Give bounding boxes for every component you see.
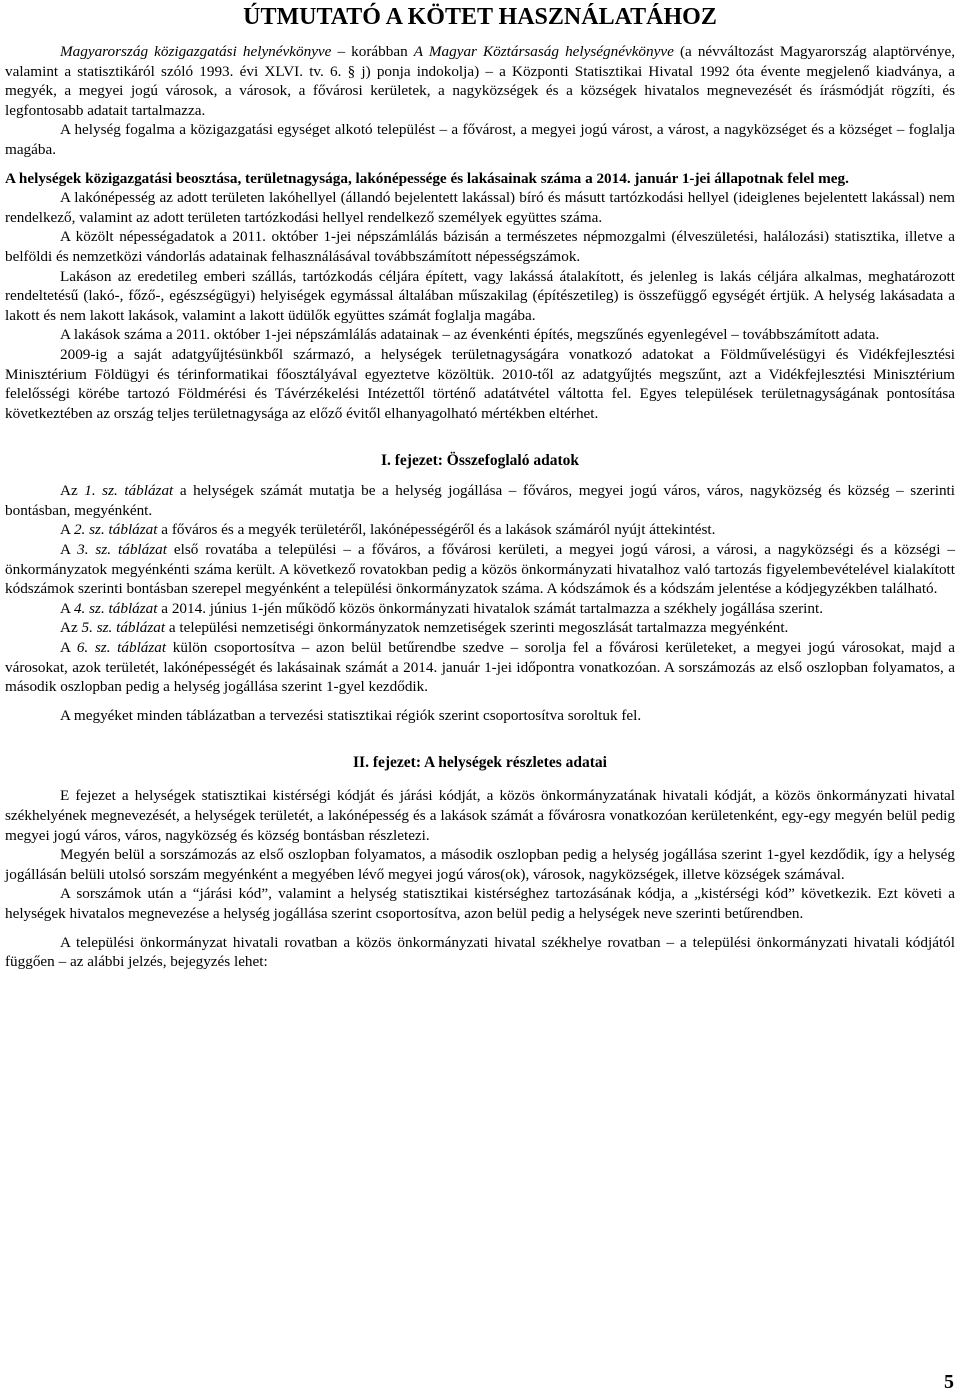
- former-publication-title: A Magyar Köztársaság helységnévkönyve: [413, 43, 674, 60]
- municipal-office-paragraph: A települési önkormányzat hivatali rovatban a közös önkormányzati hivatal székhelye rovatban – a települési önkormányzati hivatali kódjától függően – az alábbi jelzés, bejegyzés lehet:: [5, 933, 955, 971]
- table-2-reference: 2. sz. táblázat: [73, 521, 158, 539]
- area-data-paragraph: 2009-ig a saját adatgyűjtésünkből származó, a helységek területnagyságára vonatkozó adatokat a Földművelésügyi és Vidékfejlesztési Minisztérium Földügyi és térinformatikai főosztályával egyeztetve közöltük. 2010-től az adatgyűjtés megszűnt, azt a Vidékfejlesztési Minisztérium felelősségi körébe tartozó Földmérési és Távérzékelési Intézettől történő adatátvétel váltotta fel. Egyes települések területnagyságának pontosítása következtében az ország teljes területnagysága az előző évitől elhanyagolható mértékben eltérhet.: [5, 345, 955, 422]
- table-4-reference: 4. sz. táblázat: [73, 599, 158, 617]
- document-page: [5, 0, 955, 972]
- table-3-reference: 3. sz. táblázat: [77, 541, 167, 559]
- chapter-2-heading: II. fejezet: A helységek részletes adatai: [353, 754, 607, 772]
- settlement-definition-paragraph: A helység fogalma a közigazgatási egységet alkotó települést – a fővárost, a megyei jogú várost, a várost, a nagyközséget és a községet – foglalja magába.: [5, 121, 955, 158]
- table-6-paragraph: A 6. sz. táblázat külön csoportosítva – azon belül betűrendbe szedve – sorolja fel a fővárosi kerületeket, a megyei jogú városokat, majd a városokat, azok területét, lakónépességét és lakásainak számát a 2014. január 1-jei időpontra vonatkozóan. A sorszámozás az első oszlopban folyamatos, a második oszlopban pedig a helység jogállása szerint 1-gyel kezdődik.: [5, 639, 955, 696]
- table-1-paragraph: Az 1. sz. táblázat a helységek számát mutatja be a helység jogállása – főváros, megyei jogú város, város, nagyközség és község – szerinti bontásban, megyénként.: [5, 482, 955, 519]
- table-2-paragraph: A 2. sz. táblázat a főváros és a megyék területéről, lakónépességéről és a lakások számáról nyújt áttekintést.: [60, 521, 716, 539]
- table-4-paragraph: A 4. sz. táblázat a 2014. június 1-jén működő közös önkormányzati hivatalok számát tartalmazza a székhely jogállása szerint.: [60, 599, 823, 617]
- page-number: 5: [944, 1371, 954, 1393]
- table-6-reference: 6. sz. táblázat: [76, 639, 167, 657]
- document-title: ÚTMUTATÓ A KÖTET HASZNÁLATÁHOZ: [243, 4, 717, 30]
- numbering-paragraph: Megyén belül a sorszámozás az első oszlopban folyamatos, a második oszlopban pedig a helység jogállása szerint 1-gyel kezdődik, így a helység jogállásán belüli utolsó sorszám megyénként a megyében lévő megyei jogú város(ok), városok, nagyközségek, illetve községek számával.: [5, 846, 955, 883]
- table-5-reference: 5. sz. táblázat: [81, 619, 166, 637]
- table-3-paragraph: A 3. sz. táblázat első rovatába a települési – a főváros, a fővárosi kerületi, a megyei jogú városi, a városi, a nagyközségi és a községi – önkormányzatok megyénkénti száma került. A következő rovatokban pedig a közös önkormányzati hivatalhoz való tartozás figyelembevételével kialakított kódszámok szerinti bontásban szerepel megyénként a települési önkormányzatok száma. A kódszámok és a kódszám jelentése a kódjegyzékben található.: [5, 541, 955, 598]
- chapter-2-intro-paragraph: E fejezet a helységek statisztikai kistérségi kódját és járási kódját, a közös önkormányzatának hivatali kódját, a közös önkormányzati hivatal székhelyének megnevezését, a helységek területét, a lakónépesség és a lakások számát a fővárosra vonatkozóan kerületenként, egy-egy megyén belül pedig megyei jogú város, város, nagyközség és község bontásban részletezi.: [5, 787, 955, 844]
- reference-date-paragraph: A helységek közigazgatási beosztása, területnagysága, lakónépessége és lakásainak száma a 2014. január 1-jei állapotnak felel meg.: [5, 169, 849, 187]
- chapter-1-heading: I. fejezet: Összefoglaló adatok: [380, 452, 579, 470]
- intro-paragraph: Magyarország közigazgatási helynévkönyve – korábban A Magyar Köztársaság helységnévkönyve (a névváltozást Magyarország alaptörvénye, valamint a statisztikáról szóló 1993. évi XLVI. tv. 6. § j) ponja indokolja) – a Központi Statisztikai Hivatal 1992 óta évente megjelenő kiadványa, a megyék, a megyei jogú városok, a városok, a fővárosi kerületek, a nagyközségek és a községek hivatalos megnevezését és írásmódját rögzíti, és legfontosabb adatait tartalmazza.: [5, 43, 955, 119]
- resident-population-paragraph: A lakónépesség az adott területen lakóhellyel (állandó bejelentett lakással) bíró és másutt tartózkodási hellyel (ideiglenes bejelentett lakással) nem rendelkező, valamint az adott területen tartózkodási hellyel rendelkező személyek együttes száma.: [5, 189, 955, 226]
- dwelling-count-paragraph: A lakások száma a 2011. október 1-jei népszámlálás adatainak – az évenkénti építés, megszűnés egyenlegével – továbbszámított adata.: [60, 326, 880, 344]
- publication-title: Magyarország közigazgatási helynévkönyve: [60, 43, 332, 60]
- codes-paragraph: A sorszámok után a “járási kód”, valamint a helység statisztikai kistérséghez tartozásának kódja, a „kistérségi kód” következik. Ezt követi a helységek hivatalos megnevezése a helység jogállása szerint csoportosítva, azon belül pedig a helységek neve szerinti betűrendben.: [5, 885, 955, 922]
- population-data-paragraph: A közölt népességadatok a 2011. október 1-jei népszámlálás bázisán a természetes népmozgalmi (élveszületési, halálozási) statisztika, illetve a belföldi és nemzetközi vándorlás adatainak felhasználásával továbbszámított népességszámok.: [5, 228, 955, 265]
- regions-paragraph: A megyéket minden táblázatban a tervezési statisztikai régiók szerint csoportosítva soroltuk fel.: [60, 706, 642, 724]
- dwelling-definition-paragraph: Lakáson az eredetileg emberi szállás, tartózkodás céljára épített, vagy lakássá átalakított, és jelenleg is lakás céljára alkalmas, meghatározott rendeltetésű (lakó-, főző-, egészségügyi) helyiségek egymással általában műszakilag (építészetileg) is összefüggő egységét értjük. A helység lakásadata a lakott és nem lakott lakások, valamint a lakott üdülők együttes számát foglalja magába.: [5, 267, 955, 324]
- table-1-reference: 1. sz. táblázat: [84, 482, 174, 500]
- table-5-paragraph: Az 5. sz. táblázat a települési nemzetiségi önkormányzatok nemzetiségek szerinti megoszlását tartalmazza megyénként.: [60, 619, 789, 637]
